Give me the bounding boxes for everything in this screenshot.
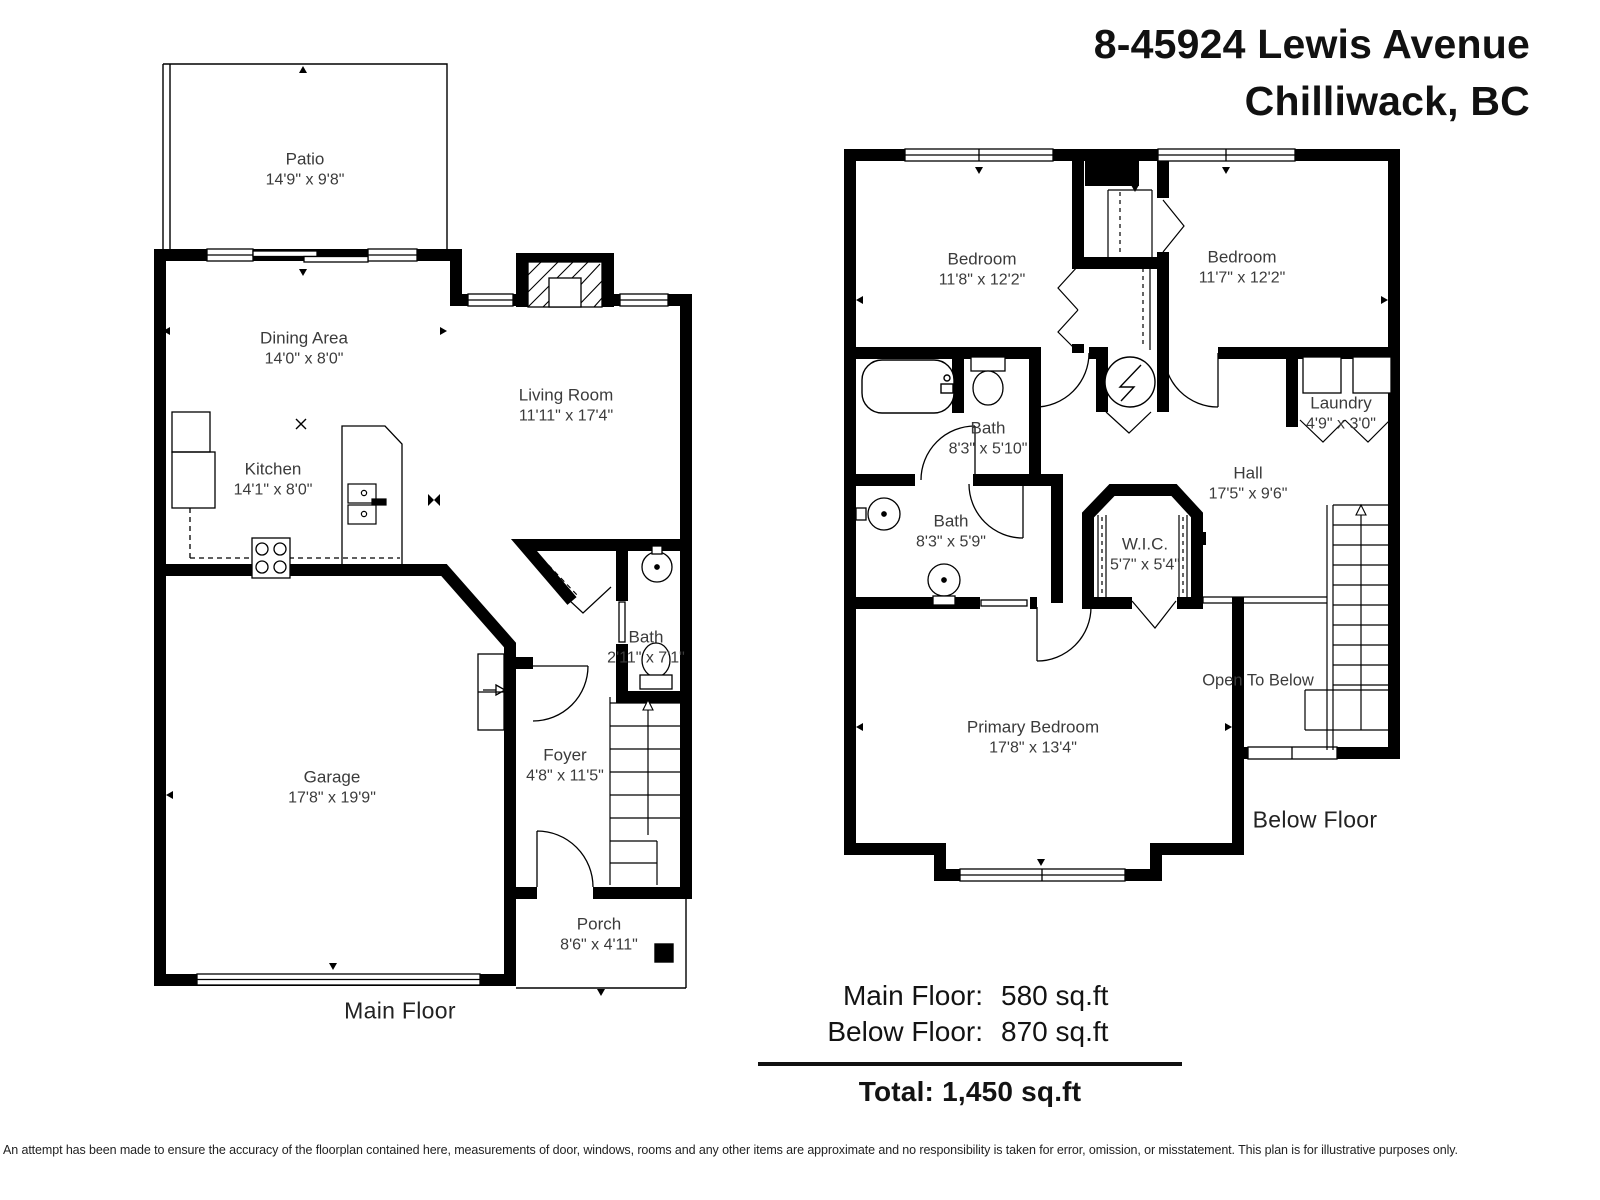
main-bath-sink-icon (642, 546, 672, 582)
summary-total (758, 1076, 1182, 1108)
disclaimer-text: An attempt has been made to ensure the accuracy of the floorplan contained here, measurements of door, windows, rooms and any other items are approximate and no responsibility is taken for error, omission, or misstatement. This plan is for illustrative purposes only. (3, 1143, 1458, 1157)
sink-icon-bath2 (856, 498, 900, 530)
summary-label-below: Below Floor: (827, 1015, 983, 1047)
room-label-foyer: Foyer 4'8" x 11'5" (526, 745, 604, 785)
room-label-main-bath: Bath 2'11" x 7'1" (607, 627, 685, 667)
below-stairs-icon (1305, 505, 1388, 750)
room-label-porch: Porch 8'6" x 4'11" (560, 914, 638, 954)
summary-value-main: 580 sq.ft (1001, 980, 1109, 1011)
room-label-bedroom-2: Bedroom 11'7" x 12'2" (1198, 247, 1286, 287)
summary-label-main: Main Floor: (842, 980, 983, 1011)
between-bedroom-block (1085, 149, 1139, 186)
bathtub-icon (862, 360, 954, 413)
page-title (1094, 16, 1530, 129)
summary-row-main (758, 978, 1182, 1014)
area-summary (758, 978, 1182, 1108)
total-label: Total: (858, 1075, 935, 1107)
porch-post (655, 944, 673, 962)
below-floor-name: Below Floor (1252, 806, 1378, 833)
summary-value-below: 870 sq.ft (1001, 1015, 1109, 1047)
room-label-primary-bedroom: Primary Bedroom 17'8" x 13'4" (966, 717, 1100, 757)
main-floor-name: Main Floor (344, 997, 456, 1024)
room-label-hall: Hall 17'5" x 9'6" (1208, 463, 1288, 503)
stove-icon (252, 538, 290, 578)
room-label-dining-area: Dining Area 14'0" x 8'0" (260, 328, 348, 368)
main-floor-dim-markers (163, 66, 605, 996)
summary-divider (758, 1062, 1182, 1066)
room-label-patio: Patio 14'9" x 9'8" (265, 149, 345, 189)
room-label-living-room: Living Room 11'11" x 17'4" (518, 385, 614, 425)
main-floor-plan (154, 64, 692, 996)
title-address: 8-45924 Lewis Avenue (1093, 21, 1530, 67)
room-label-bath-1: Bath 8'3" x 5'10" (948, 418, 1028, 458)
room-label-wic: W.I.C. 5'7" x 5'4" (1110, 534, 1180, 574)
water-heater-icon (1105, 357, 1155, 433)
open-to-below-railing (1203, 597, 1327, 603)
room-label-kitchen: Kitchen 14'1" x 8'0" (233, 459, 313, 499)
fireplace-icon (516, 253, 614, 307)
coat-closet (536, 552, 611, 613)
main-stairs-icon (610, 697, 686, 885)
title-city: Chilliwack, BC (1244, 77, 1530, 124)
room-label-bath-2: Bath 8'3" x 5'9" (916, 511, 986, 551)
summary-row-below (758, 1014, 1182, 1050)
kitchen-sink-icon (348, 484, 386, 524)
room-label-garage: Garage 17'8" x 19'9" (288, 767, 376, 807)
hall-post (1192, 532, 1206, 545)
room-label-bedroom-1: Bedroom 11'8" x 12'2" (938, 249, 1026, 289)
below-floor-doors (921, 353, 1218, 661)
open-to-below-label: Open To Below (1202, 671, 1314, 690)
room-label-laundry: Laundry 4'9" x 3'0" (1306, 393, 1376, 433)
total-value: 1,450 sq.ft (942, 1075, 1082, 1107)
toilet-icon-bath1 (971, 357, 1005, 405)
toilet-icon-bath2 (928, 564, 960, 605)
main-floor-walls (154, 249, 692, 986)
